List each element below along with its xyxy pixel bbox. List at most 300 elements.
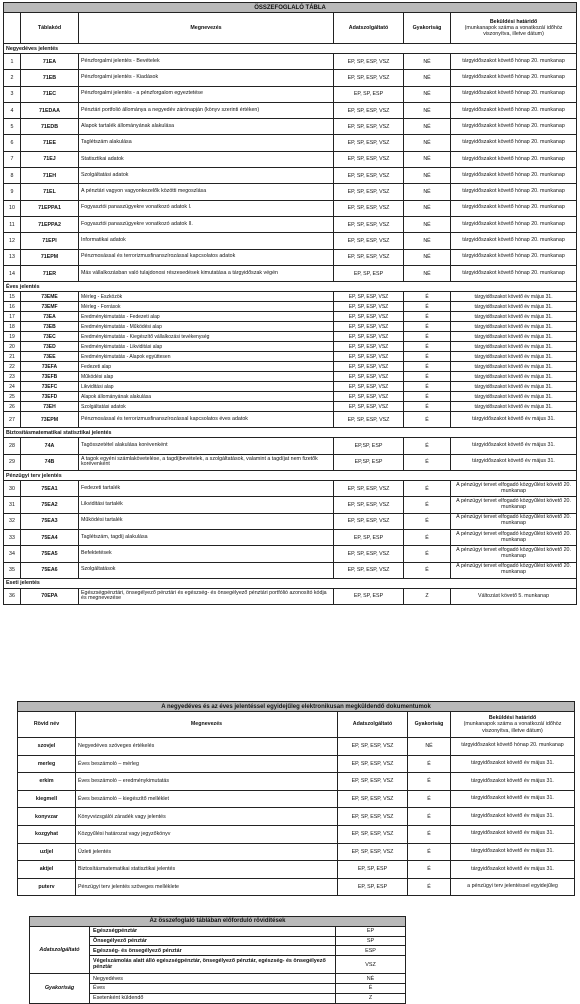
abbreviation-meaning: Negyedéves — [90, 974, 336, 984]
data-provider: EP, SP, ESP, VSZ — [334, 200, 404, 216]
row-number: 2 — [4, 70, 21, 86]
table-code: 73EA — [21, 312, 79, 322]
frequency: É — [404, 497, 451, 513]
frequency: NÉ — [404, 54, 451, 70]
table-row — [4, 312, 577, 322]
table-name: Pénzforgalmi jelentés - Bevételek — [79, 54, 334, 70]
data-provider: EP, SP, ESP, VSZ — [334, 402, 404, 412]
abbreviation-meaning: Esetenként küldendő — [90, 993, 336, 1003]
frequency: NÉ — [404, 200, 451, 216]
deadline: tárgyidőszakot követő év május 31. — [451, 312, 577, 322]
deadline: tárgyidőszakot követő év május 31. — [451, 755, 575, 773]
deadline: tárgyidőszakot követő hónap 20. munkanap — [451, 54, 577, 70]
deadline: tárgyidőszakot követő év május 31. — [451, 372, 577, 382]
header-blank — [4, 13, 21, 44]
table-code: 70EPA — [21, 588, 79, 604]
deadline: tárgyidőszakot követő hónap 20. munkanap — [451, 200, 577, 216]
row-number: 30 — [4, 481, 21, 497]
frequency: É — [404, 481, 451, 497]
abbreviation-row — [30, 926, 406, 936]
table-code: 73EB — [21, 322, 79, 332]
section-header-row — [4, 428, 577, 438]
data-provider: EP, SP, ESP, VSZ — [334, 546, 404, 562]
deadline: A pénzügyi tervet elfogadó közgyűlést követő 20. munkanap — [451, 546, 577, 562]
abbreviation-meaning: Végelszámolás alatt álló egészségpénztár, önsegélyező pénztár, egészség- és önsegélyező pénztár — [90, 956, 336, 974]
table-name: Működési alap — [79, 372, 334, 382]
table-name: Fedezeti tartalék — [79, 481, 334, 497]
deadline: tárgyidőszakot követő hónap 20. munkanap — [451, 168, 577, 184]
frequency: É — [404, 402, 451, 412]
data-provider: EP, SP, ESP — [334, 86, 404, 102]
data-provider: EP, SP, ESP — [334, 265, 404, 281]
document-row — [18, 738, 575, 756]
frequency: É — [404, 382, 451, 392]
table-code: 73EFA — [21, 362, 79, 372]
table-row — [4, 292, 577, 302]
table-code: 71EE — [21, 135, 79, 151]
table-row — [4, 382, 577, 392]
row-number: 17 — [4, 312, 21, 322]
table-name: Pénzmosással és terrorizmusfinanszírozással kapcsolatos adatok — [79, 249, 334, 265]
section-title: Éves jelentés — [4, 282, 577, 292]
row-number: 19 — [4, 332, 21, 342]
table-name: Szolgáltatások — [79, 562, 334, 578]
data-provider: EP, SP, ESP, VSZ — [334, 362, 404, 372]
data-provider: EP, SP, ESP, VSZ — [334, 497, 404, 513]
doc-header-provider: Adatszolgáltató — [338, 712, 408, 738]
data-provider: EP, SP, ESP — [338, 878, 408, 896]
deadline: tárgyidőszakot követő év május 31. — [451, 322, 577, 332]
table-row — [4, 54, 577, 70]
data-provider: EP,SP, ESP — [334, 438, 404, 454]
table-code: 73EFB — [21, 372, 79, 382]
deadline: tárgyidőszakot követő év május 31. — [451, 352, 577, 362]
deadline: a pénzügyi terv jelentéssel egyidejűleg — [451, 878, 575, 896]
document-row — [18, 861, 575, 879]
section-title: Negyedéves jelentés — [4, 44, 577, 54]
table-row — [4, 352, 577, 362]
deadline: tárgyidőszakot követő hónap 20. munkanap — [451, 265, 577, 281]
data-provider: EP, SP, ESP, VSZ — [334, 102, 404, 118]
document-name: Éves beszámoló – eredménykimutatás — [76, 773, 338, 791]
summary-body — [4, 44, 577, 605]
frequency: NÉ — [404, 102, 451, 118]
doc-header-deadline-label: Beküldési határidő — [488, 715, 537, 722]
frequency: É — [404, 342, 451, 352]
table-code: 71ER — [21, 265, 79, 281]
data-provider: EP, SP, ESP, VSZ — [334, 342, 404, 352]
deadline: tárgyidőszakot követő év május 31. — [451, 773, 575, 791]
frequency: NÉ — [404, 249, 451, 265]
table-name: A pénztári vagyon vagyonkezelők közötti megoszlása — [79, 184, 334, 200]
table-name: Taglétszám, tagdíj alakulása — [79, 529, 334, 545]
frequency: É — [408, 878, 451, 896]
documents-title: A negyedéves és az éves jelentéssel egyidejűleg elektronikusan megküldendő dokumentumok — [18, 702, 575, 712]
deadline: tárgyidőszakot követő év május 31. — [451, 790, 575, 808]
table-name: Alapok tartalék állományának alakulása — [79, 119, 334, 135]
data-provider: EP, SP, ESP, VSZ — [338, 773, 408, 791]
row-number: 9 — [4, 184, 21, 200]
table-name: Mérleg - Források — [79, 302, 334, 312]
document-row — [18, 825, 575, 843]
table-row — [4, 302, 577, 312]
abbreviation-group-label: Gyakoriság — [30, 974, 90, 1003]
section-header-row — [4, 578, 577, 588]
table-name: Mérleg - Eszközök — [79, 292, 334, 302]
row-number: 18 — [4, 322, 21, 332]
table-code: 75EA6 — [21, 562, 79, 578]
data-provider: EP, SP, ESP, VSZ — [334, 352, 404, 362]
frequency: É — [404, 332, 451, 342]
doc-header-name: Megnevezés — [76, 712, 338, 738]
frequency: NÉ — [404, 86, 451, 102]
table-code: 74A — [21, 438, 79, 454]
documents-body — [18, 738, 575, 896]
frequency: É — [404, 322, 451, 332]
abbreviation-code: ESP — [336, 946, 406, 956]
abbreviation-row — [30, 974, 406, 984]
section-header-row — [4, 471, 577, 481]
table-name: Fedezeti alap — [79, 362, 334, 372]
table-name: Fogyasztói panaszügyekre vonatkozó adatok II. — [79, 216, 334, 232]
frequency: É — [408, 755, 451, 773]
data-provider: EP, SP, ESP, VSZ — [334, 70, 404, 86]
document-name: Éves beszámoló – mérleg — [76, 755, 338, 773]
deadline: tárgyidőszakot követő hónap 20. munkanap — [451, 738, 575, 756]
table-row — [4, 233, 577, 249]
frequency: É — [408, 808, 451, 826]
abbreviation-meaning: Önsegélyező pénztár — [90, 936, 336, 946]
deadline: tárgyidőszakot követő hónap 20. munkanap — [451, 184, 577, 200]
header-provider: Adatszolgáltató — [334, 13, 404, 44]
table-name: Pénzmosással és terrorizmusfinanszírozással kapcsolatos éves adatok — [79, 412, 334, 428]
table-row — [4, 412, 577, 428]
table-row — [4, 216, 577, 232]
abbreviation-meaning: Egészség- és önsegélyező pénztár — [90, 946, 336, 956]
frequency: É — [404, 562, 451, 578]
frequency: É — [404, 513, 451, 529]
data-provider: EP, SP, ESP, VSZ — [334, 292, 404, 302]
table-row — [4, 562, 577, 578]
table-row — [4, 265, 577, 281]
table-name: Fogyasztói panaszügyekre vonatkozó adatok I. — [79, 200, 334, 216]
frequency: É — [404, 352, 451, 362]
table-row — [4, 481, 577, 497]
table-name: Taglétszám alakulása — [79, 135, 334, 151]
table-code: 73EC — [21, 332, 79, 342]
abbreviation-code: VSZ — [336, 956, 406, 974]
table-row — [4, 86, 577, 102]
section-header-row — [4, 44, 577, 54]
row-number: 32 — [4, 513, 21, 529]
abbreviation-meaning: Egészségpénztár — [90, 926, 336, 936]
row-number: 36 — [4, 588, 21, 604]
table-code: 75EA4 — [21, 529, 79, 545]
row-number: 35 — [4, 562, 21, 578]
row-number: 15 — [4, 292, 21, 302]
table-name: Eredménykimutatás - Likviditási alap — [79, 342, 334, 352]
table-row — [4, 70, 577, 86]
frequency: NÉ — [404, 135, 451, 151]
data-provider: EP,SP, ESP — [334, 454, 404, 470]
deadline: A pénzügyi tervet elfogadó közgyűlést követő 20. munkanap — [451, 497, 577, 513]
deadline: tárgyidőszakot követő év május 31. — [451, 392, 577, 402]
frequency: NÉ — [404, 70, 451, 86]
table-code: 71EB — [21, 70, 79, 86]
data-provider: EP, SP, ESP, VSZ — [338, 808, 408, 826]
data-provider: EP, SP, ESP, VSZ — [334, 184, 404, 200]
document-row — [18, 843, 575, 861]
table-row — [4, 342, 577, 352]
table-row — [4, 249, 577, 265]
table-row — [4, 454, 577, 470]
table-code: 73EMF — [21, 302, 79, 312]
frequency: É — [408, 790, 451, 808]
row-number: 16 — [4, 302, 21, 312]
data-provider: EP, SP, ESP, VSZ — [338, 790, 408, 808]
header-name: Megnevezés — [79, 13, 334, 44]
table-code: 71EDAA — [21, 102, 79, 118]
table-name: Eredménykimutatás - Fedezeti alap — [79, 312, 334, 322]
table-code: 71EDB — [21, 119, 79, 135]
table-row — [4, 392, 577, 402]
abbreviation-group-label: Adatszolgáltató — [30, 926, 90, 973]
frequency: É — [404, 392, 451, 402]
document-name: Éves beszámoló – kiegészítő melléklet — [76, 790, 338, 808]
header-deadline — [451, 13, 577, 44]
table-row — [4, 372, 577, 382]
deadline: tárgyidőszakot követő év május 31. — [451, 362, 577, 372]
table-code: 71EJ — [21, 151, 79, 167]
table-row — [4, 102, 577, 118]
table-code: 71EPPA1 — [21, 200, 79, 216]
abbreviation-code: NÉ — [336, 974, 406, 984]
doc-header-frequency: Gyakoriság — [408, 712, 451, 738]
row-number: 13 — [4, 249, 21, 265]
frequency: É — [404, 362, 451, 372]
deadline: tárgyidőszakot követő év május 31. — [451, 332, 577, 342]
row-number: 22 — [4, 362, 21, 372]
document-short-name: kiegmell — [18, 790, 76, 808]
row-number: 26 — [4, 402, 21, 412]
deadline: tárgyidőszakot követő év május 31. — [451, 825, 575, 843]
frequency: É — [404, 312, 451, 322]
document-short-name: merleg — [18, 755, 76, 773]
data-provider: EP, SP, ESP, VSZ — [334, 216, 404, 232]
frequency: É — [404, 454, 451, 470]
summary-title: ÖSSZEFOGLALÓ TÁBLA — [4, 3, 577, 13]
data-provider: EP, SP, ESP, VSZ — [338, 755, 408, 773]
table-name: Statisztikai adatok — [79, 151, 334, 167]
deadline: Változást követő 5. munkanap — [451, 588, 577, 604]
frequency: É — [404, 412, 451, 428]
doc-header-deadline — [451, 712, 575, 738]
header-code: Táblakód — [21, 13, 79, 44]
data-provider: EP, SP, ESP, VSZ — [334, 372, 404, 382]
abbreviation-code: Z — [336, 993, 406, 1003]
row-number: 31 — [4, 497, 21, 513]
table-row — [4, 546, 577, 562]
document-short-name: szovjel — [18, 738, 76, 756]
frequency: É — [404, 438, 451, 454]
document-short-name: kozgyhat — [18, 825, 76, 843]
table-row — [4, 184, 577, 200]
row-number: 14 — [4, 265, 21, 281]
document-short-name: uzljel — [18, 843, 76, 861]
table-name: Szolgáltatási adatok — [79, 402, 334, 412]
document-name: Negyedéves szöveges értékelés — [76, 738, 338, 756]
frequency: É — [404, 302, 451, 312]
row-number: 4 — [4, 102, 21, 118]
row-number: 20 — [4, 342, 21, 352]
data-provider: EP, SP, ESP, VSZ — [334, 168, 404, 184]
row-number: 10 — [4, 200, 21, 216]
table-name: Működési tartalék — [79, 513, 334, 529]
frequency: NÉ — [404, 216, 451, 232]
data-provider: EP, SP, ESP, VSZ — [334, 412, 404, 428]
table-code: 71EC — [21, 86, 79, 102]
frequency: É — [408, 843, 451, 861]
table-name: Eredménykimutatás - Működési alap — [79, 322, 334, 332]
data-provider: EP, SP, ESP, VSZ — [334, 392, 404, 402]
document-name: Közgyűlési határozat vagy jegyzőkönyv — [76, 825, 338, 843]
row-number: 3 — [4, 86, 21, 102]
table-code: 73EME — [21, 292, 79, 302]
table-name: Alapok állományának alakulása — [79, 392, 334, 402]
deadline: tárgyidőszakot követő hónap 20. munkanap — [451, 233, 577, 249]
data-provider: EP, SP, ESP, VSZ — [338, 738, 408, 756]
document-row — [18, 878, 575, 896]
data-provider: EP, SP, ESP, VSZ — [338, 825, 408, 843]
document-name: Pénzügyi terv jelentés szöveges melléklete — [76, 878, 338, 896]
document-row — [18, 755, 575, 773]
data-provider: EP, SP, ESP — [334, 529, 404, 545]
row-number: 12 — [4, 233, 21, 249]
deadline: tárgyidőszakot követő hónap 20. munkanap — [451, 249, 577, 265]
deadline: A pénzügyi tervet elfogadó közgyűlést követő 20. munkanap — [451, 513, 577, 529]
table-code: 71EPM — [21, 249, 79, 265]
document-row — [18, 808, 575, 826]
table-name: A tagok egyéni számlakövetelése, a tagdíjbevételek, a szolgáltatások, valamint a tagdíjat nem fizetők korévenként — [79, 454, 334, 470]
table-code: 71EH — [21, 168, 79, 184]
document-row — [18, 773, 575, 791]
section-title: Eseti jelentés — [4, 578, 577, 588]
table-code: 75EA3 — [21, 513, 79, 529]
table-code: 73EE — [21, 352, 79, 362]
abbreviation-code: SP — [336, 936, 406, 946]
abbreviation-code: É — [336, 983, 406, 993]
section-title: Pénzügyi terv jelentés — [4, 471, 577, 481]
table-row — [4, 588, 577, 604]
section-header-row — [4, 282, 577, 292]
deadline: A pénzügyi tervet elfogadó közgyűlést követő 20. munkanap — [451, 481, 577, 497]
data-provider: EP, SP, ESP, VSZ — [334, 382, 404, 392]
frequency: NÉ — [404, 184, 451, 200]
data-provider: EP, SP, ESP, VSZ — [334, 233, 404, 249]
deadline: tárgyidőszakot követő hónap 20. munkanap — [451, 119, 577, 135]
frequency: É — [404, 529, 451, 545]
table-name: Befektetések — [79, 546, 334, 562]
data-provider: EP, SP, ESP, VSZ — [334, 332, 404, 342]
data-provider: EP, SP, ESP, VSZ — [334, 312, 404, 322]
row-number: 8 — [4, 168, 21, 184]
deadline: tárgyidőszakot követő hónap 20. munkanap — [451, 216, 577, 232]
table-code: 71EPPA2 — [21, 216, 79, 232]
table-code: 73EFC — [21, 382, 79, 392]
table-row — [4, 322, 577, 332]
deadline: tárgyidőszakot követő év május 31. — [451, 342, 577, 352]
frequency: NÉ — [404, 265, 451, 281]
table-name: Eredménykimutatás - Alapok együttesen — [79, 352, 334, 362]
table-name: Pénzforgalmi jelentés - Kiadások — [79, 70, 334, 86]
row-number: 7 — [4, 151, 21, 167]
abbreviations-title: Az összefoglaló táblában előforduló rövidítések — [30, 917, 406, 927]
document-row — [18, 790, 575, 808]
frequency: NÉ — [404, 233, 451, 249]
data-provider: EP, SP, ESP, VSZ — [334, 54, 404, 70]
table-code: 74B — [21, 454, 79, 470]
documents-table — [17, 701, 575, 896]
table-name: Egészségpénztári, önsegélyező pénztári és egészség- és önsegélyező pénztári portfólió azonosító kódja és megnevezése — [79, 588, 334, 604]
table-name: Pénztári portfolió állománya a negyedév zárónapján (könyv szerinti értéken) — [79, 102, 334, 118]
table-code: 73ED — [21, 342, 79, 352]
document-short-name: konyvzar — [18, 808, 76, 826]
abbreviations-table — [29, 916, 406, 1004]
table-code: 75EA5 — [21, 546, 79, 562]
data-provider: EP, SP, ESP, VSZ — [334, 119, 404, 135]
deadline: tárgyidőszakot követő év május 31. — [451, 438, 577, 454]
data-provider: EP, SP, ESP, VSZ — [334, 322, 404, 332]
header-deadline-sub: (munkanapok száma a vonatkozáí időhöz viszonyítva, illetve dátum) — [464, 24, 563, 38]
abbreviations-body — [30, 926, 406, 1003]
table-row — [4, 513, 577, 529]
deadline: tárgyidőszakot követő év május 31. — [451, 402, 577, 412]
frequency: É — [408, 773, 451, 791]
table-name: Informatikai adatok — [79, 233, 334, 249]
row-number: 21 — [4, 352, 21, 362]
row-number: 25 — [4, 392, 21, 402]
table-row — [4, 119, 577, 135]
row-number: 11 — [4, 216, 21, 232]
deadline: A pénzügyi tervet elfogadó közgyűlést követő 20. munkanap — [451, 529, 577, 545]
table-name: Eredménykimutatás - Kiegészítő vállalkozási tevékenység — [79, 332, 334, 342]
row-number: 28 — [4, 438, 21, 454]
table-row — [4, 151, 577, 167]
row-number: 29 — [4, 454, 21, 470]
frequency: É — [404, 292, 451, 302]
table-row — [4, 362, 577, 372]
table-code: 75EA2 — [21, 497, 79, 513]
frequency: É — [404, 372, 451, 382]
table-code: 71EPI — [21, 233, 79, 249]
doc-header-short: Rövid név — [18, 712, 76, 738]
table-code: 73EH — [21, 402, 79, 412]
document-short-name: erkim — [18, 773, 76, 791]
table-code: 73EPM — [21, 412, 79, 428]
table-row — [4, 168, 577, 184]
deadline: tárgyidőszakot követő év május 31. — [451, 454, 577, 470]
data-provider: EP, SP, ESP, VSZ — [334, 249, 404, 265]
data-provider: EP, SP, ESP, VSZ — [334, 151, 404, 167]
deadline: tárgyidőszakot követő hónap 20. munkanap — [451, 135, 577, 151]
table-row — [4, 200, 577, 216]
deadline: tárgyidőszakot követő hónap 20. munkanap — [451, 86, 577, 102]
frequency: NÉ — [408, 738, 451, 756]
header-deadline-label: Beküldési határidő — [489, 18, 538, 25]
table-name: Likviditási tartalék — [79, 497, 334, 513]
frequency: NÉ — [404, 119, 451, 135]
frequency: É — [404, 546, 451, 562]
